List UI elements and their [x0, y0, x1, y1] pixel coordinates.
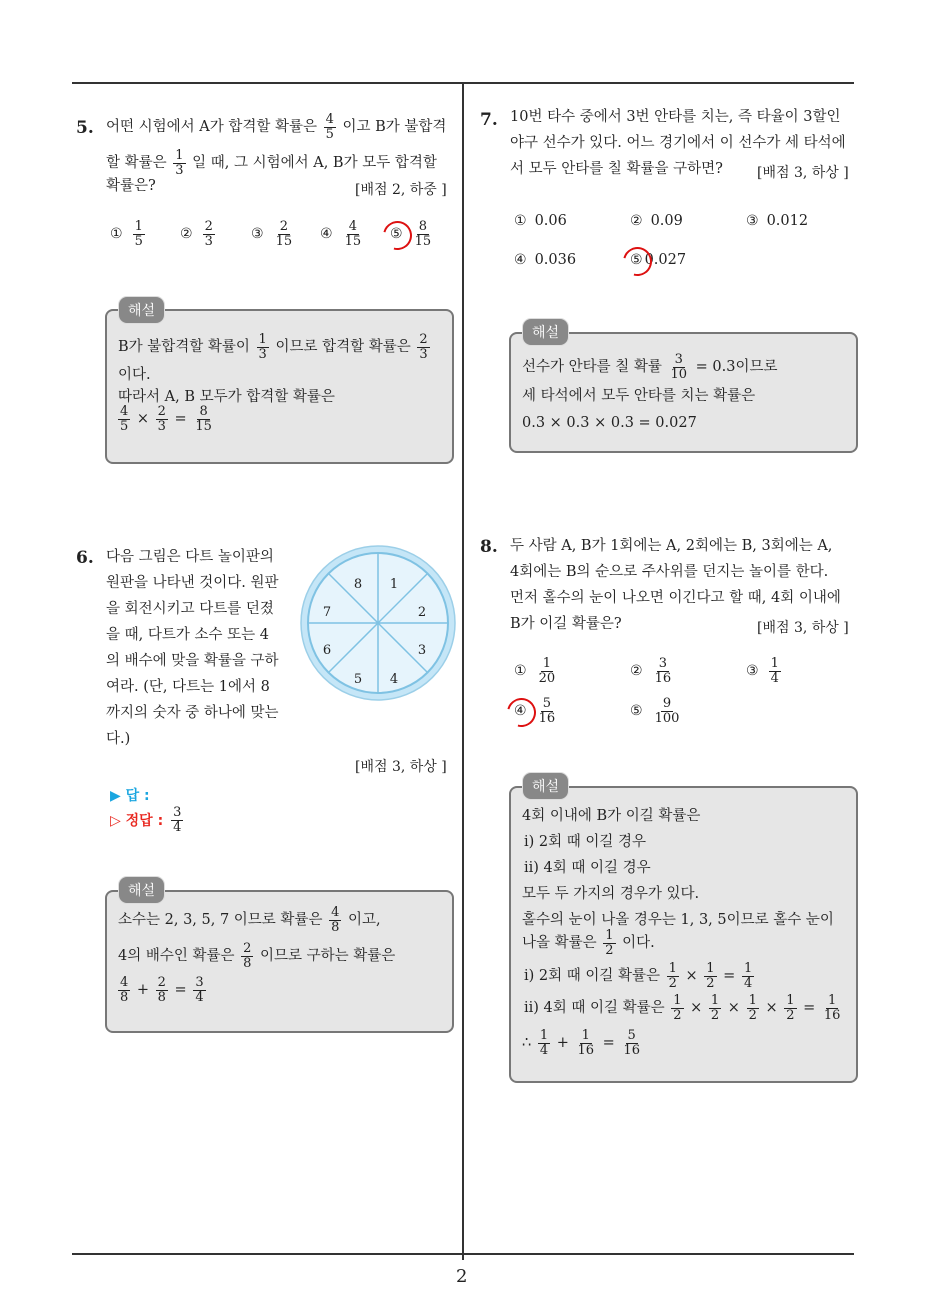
q8-choice-1[interactable]: ① $\frac{1}{20}$: [514, 656, 556, 686]
q5-sol-line2: 이다.: [118, 367, 151, 383]
q8-choice-5[interactable]: ⑤ $\frac{9}{100}$: [630, 696, 680, 726]
q8-sol-line3: ⅱ) 4회 때 이길 경우: [524, 860, 651, 876]
q5-frac-4-5: $\frac{4}{5}$: [325, 112, 334, 142]
q7-line2: 야구 선수가 있다. 어느 경기에서 이 선수가 세 타석에: [510, 135, 846, 151]
q6-number: 6.: [76, 548, 94, 568]
q8-choice-3[interactable]: ③ $\frac{1}{4}$: [746, 656, 779, 686]
q7-choice-2[interactable]: ② 0.09: [630, 213, 683, 229]
q5-meta: [배점 2, 하중 ]: [355, 182, 447, 198]
q6-meta: [배점 3, 하상 ]: [355, 759, 447, 775]
q8-answer-mark: ④: [514, 703, 527, 719]
q8-sol-line8: ⅱ) 4회 때 이길 확률은 $\frac{1}{2}$ × $\frac{1}{2}$ × $\frac{1}{2}$ × $\frac{1}{2}$ = $\frac{1}{16}$: [524, 993, 841, 1023]
dart-number-4: 4: [389, 672, 399, 687]
q6-line6: 여라. (단, 다트는 1에서 8: [106, 679, 270, 695]
q8-line4: B가 이길 확률은?: [510, 616, 622, 632]
q7-choice-3[interactable]: ③ 0.012: [746, 213, 809, 229]
q6-sol-line2: 4의 배수인 확률은 $\frac{2}{8}$ 이므로 구하는 확률은: [118, 941, 396, 971]
q8-sol-line4: 모두 두 가지의 경우가 있다.: [522, 886, 700, 902]
q7-sol-line3: 0.3 × 0.3 × 0.3 = 0.027: [522, 415, 697, 431]
q7-meta: [배점 3, 하상 ]: [757, 165, 849, 181]
q8-line1: 두 사람 A, B가 1회에는 A, 2회에는 B, 3회에는 A,: [510, 538, 833, 554]
q8-sol-line9: ∴ $\frac{1}{4}$ + $\frac{1}{16}$ = $\frac{5}{16}$: [522, 1028, 640, 1058]
q7-answer-mark: ⑤: [630, 252, 643, 268]
q7-line1: 10번 타수 중에서 3번 안타를 치는, 즉 타율이 3할인: [510, 109, 841, 125]
q5-line2: 할 확률은 $\frac{1}{3}$ 일 때, 그 시험에서 A, B가 모두 합격할: [106, 148, 437, 178]
q5-solution-tag: 해설: [118, 296, 165, 324]
dart-number-3: 3: [417, 643, 427, 658]
q7-line3: 서 모두 안타를 칠 확률을 구하면?: [510, 161, 723, 177]
q8-sol-line6: 나올 확률은 $\frac{1}{2}$ 이다.: [522, 928, 655, 958]
q8-solution-tag: 해설: [522, 772, 569, 800]
q5-choice-4[interactable]: ④ $\frac{4}{15}$: [320, 219, 362, 249]
q6-line1: 다음 그림은 다트 놀이판의: [106, 549, 274, 565]
q6-answer-label: ▶ 답 :: [110, 788, 150, 804]
q6-sol-line1: 소수는 2, 3, 5, 7 이므로 확률은 $\frac{4}{8}$ 이고,: [118, 905, 381, 935]
q7-solution-tag: 해설: [522, 318, 569, 346]
q8-sol-line5: 홀수의 눈이 나올 경우는 1, 3, 5이므로 홀수 눈이: [522, 912, 834, 928]
q7-choice-4[interactable]: ④ 0.036: [514, 252, 577, 268]
q8-sol-line1: 4회 이내에 B가 이길 확률은: [522, 808, 701, 824]
q8-meta: [배점 3, 하상 ]: [757, 620, 849, 636]
q6-correct-label: ▷ 정답 : $\frac{3}{4}$: [110, 805, 182, 835]
q6-line3: 을 회전시키고 다트를 던졌: [106, 601, 274, 617]
q6-line5: 의 배수에 맞을 확률을 구하: [106, 653, 279, 669]
q5-choice-2[interactable]: ② $\frac{2}{3}$: [180, 219, 213, 249]
q6-line8: 다.): [106, 731, 131, 747]
q5-choice-1[interactable]: ① $\frac{1}{5}$: [110, 219, 143, 249]
q5-choice-3[interactable]: ③ $\frac{2}{15}$: [251, 219, 293, 249]
q7-sol-line1: 선수가 안타를 칠 확률 $\frac{3}{10}$ = 0.3이므로: [522, 352, 778, 382]
q8-line3: 먼저 홀수의 눈이 나오면 이긴다고 할 때, 4회 이내에: [510, 590, 841, 606]
q6-line2: 원판을 나타낸 것이다. 원판: [106, 575, 279, 591]
q5-sol-line1: B가 불합격할 확률이 $\frac{1}{3}$ 이므로 합격할 확률은 $\frac{2}{3}$: [118, 332, 428, 362]
q8-choice-4[interactable]: ④ $\frac{5}{16}$: [514, 697, 559, 725]
q7-choice-1[interactable]: ① 0.06: [514, 213, 567, 229]
q5-line3: 확률은?: [106, 178, 156, 194]
q5-answer-mark: ⑤: [390, 226, 403, 242]
dart-number-2: 2: [417, 605, 427, 620]
q5-sol-line4: $\frac{4}{5}$ × $\frac{2}{3}$ = $\frac{8}{15}$: [120, 404, 212, 434]
q8-sol-line7: ⅰ) 2회 때 이길 확률은 $\frac{1}{2}$ × $\frac{1}{2}$ = $\frac{1}{4}$: [524, 961, 753, 991]
q7-sol-line2: 세 타석에서 모두 안타를 치는 확률은: [522, 388, 756, 404]
q7-number: 7.: [480, 110, 498, 130]
q5-sol-line3: 따라서 A, B 모두가 합격할 확률은: [118, 389, 335, 405]
dart-number-6: 6: [322, 643, 332, 658]
q5-line1: 어떤 시험에서 A가 합격할 확률은 $\frac{4}{5}$ 이고 B가 불합격: [106, 112, 447, 142]
q5-number: 5.: [76, 118, 94, 138]
q5-frac-1-3: $\frac{1}{3}$: [175, 148, 184, 178]
column-divider: [462, 82, 464, 1260]
q7-choice-5[interactable]: ⑤ 0.027: [630, 252, 686, 268]
q8-sol-line2: ⅰ) 2회 때 이길 경우: [524, 834, 646, 850]
q5-choice-5[interactable]: ⑤ $\frac{8}{15}$: [390, 220, 435, 248]
q8-choice-2[interactable]: ② $\frac{3}{16}$: [630, 656, 672, 686]
dart-number-1: 1: [389, 577, 399, 592]
dart-number-8: 8: [353, 577, 363, 592]
q6-solution-tag: 해설: [118, 876, 165, 904]
q6-line7: 까지의 숫자 중 하나에 맞는: [106, 705, 279, 721]
q8-line2: 4회에는 B의 순으로 주사위를 던지는 놀이를 한다.: [510, 564, 829, 580]
dartboard-figure: [298, 543, 458, 703]
page-number: 2: [456, 1266, 468, 1287]
q8-number: 8.: [480, 537, 498, 557]
dart-number-7: 7: [322, 605, 332, 620]
q6-line4: 을 때, 다트가 소수 또는 4: [106, 627, 269, 643]
dart-number-5: 5: [353, 672, 363, 687]
q6-sol-line3: $\frac{4}{8}$ + $\frac{2}{8}$ = $\frac{3}{4}$: [120, 975, 204, 1005]
